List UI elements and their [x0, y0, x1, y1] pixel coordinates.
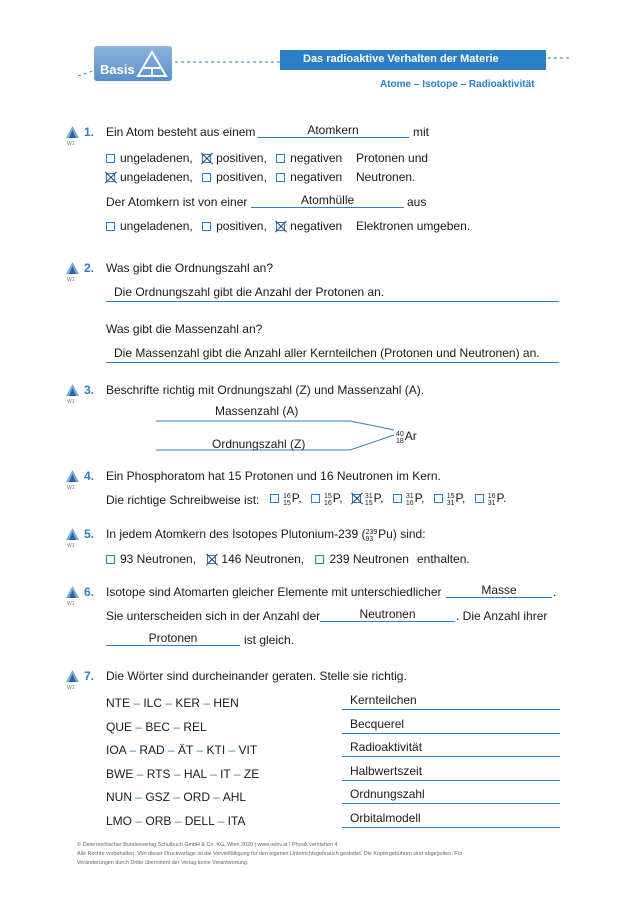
q7-scrambled-word — [106, 790, 246, 804]
basis-triangle-icon — [136, 50, 168, 78]
q1-row3: ungeladenen, positiven, negativen — [106, 219, 342, 233]
q7-syllable: RTS — [146, 766, 171, 781]
level-triangle-icon — [66, 670, 79, 682]
q2-question-a: Was gibt die Ordnungszahl an? — [106, 261, 273, 275]
q6-fill-neutronen: Neutronen — [320, 607, 455, 622]
q7-syllable: HEN — [213, 696, 239, 710]
checkbox-ungeladen[interactable] — [106, 222, 115, 231]
header-title-banner — [280, 50, 546, 70]
q1-row1: ungeladenen, positiven, negativen — [106, 151, 342, 165]
q7-syllable: BEC — [145, 719, 171, 734]
q7-dash: – — [132, 790, 146, 805]
q7-syllable: HAL — [183, 766, 207, 781]
q1-row3-tail: Elektronen umgeben. — [356, 219, 471, 233]
level-label: W1 — [67, 485, 75, 491]
checkbox-option-4[interactable] — [393, 494, 402, 503]
q7-dash: – — [126, 743, 140, 758]
q3-question: Beschrifte richtig mit Ordnungszahl (Z) und Massenzahl (A). — [106, 383, 425, 397]
q7-dash: – — [132, 719, 146, 734]
q3-number: 3. — [84, 383, 95, 397]
q7-syllable: KER — [175, 696, 201, 710]
q7-scrambled-word — [106, 720, 207, 734]
q2-answer-b: Die Massenzahl gibt die Anzahl aller Kernteilchen (Protonen und Neutronen) an. — [106, 346, 559, 363]
q5-tail: enthalten. — [417, 552, 470, 566]
checkbox-positiv[interactable] — [202, 222, 211, 231]
q6-sentence2-post: . Die Anzahl ihrer — [456, 609, 548, 623]
level-triangle-icon — [66, 262, 79, 274]
page-subtitle: Atome – Isotope – Radioaktivität — [380, 79, 535, 90]
level-triangle-icon — [66, 384, 79, 396]
q7-dash: – — [162, 696, 176, 710]
q1-fill-atomkern: Atomkern — [257, 123, 409, 138]
q7-syllable: ITA — [227, 814, 246, 828]
q1-row1-tail: Protonen und — [356, 151, 429, 165]
level-triangle-icon — [66, 470, 79, 482]
q7-dash: – — [170, 719, 184, 734]
checkbox-negativ[interactable] — [276, 173, 285, 182]
level-label: W1 — [67, 685, 75, 691]
q7-syllable: VIT — [238, 743, 258, 758]
page-title: Das radioaktive Verhalten der Materie — [303, 53, 499, 65]
level-triangle-icon — [66, 528, 79, 540]
checkbox-negativ[interactable] — [276, 154, 285, 163]
q7-syllable: QUE — [106, 719, 133, 734]
q7-answer: Ordnungszahl — [342, 787, 560, 804]
q7-syllable: ORD — [183, 790, 211, 805]
q7-number: 7. — [84, 669, 95, 683]
q7-scrambled-word — [106, 743, 257, 757]
q4-question: Ein Phosphoratom hat 15 Protonen und 16 Neutronen im Kern. — [106, 469, 441, 483]
q5-number: 5. — [84, 527, 95, 541]
footer-rights: Alle Rechte vorbehalten. Von dieser Druckvorlage ist die Vervielfältigung für den eigenen Unterrichtsgebrauch gestattet. Die Kopiergebühren sind abgegolten. Für — [77, 851, 463, 857]
checkbox-option-5[interactable] — [434, 494, 443, 503]
q7-scrambled-word — [106, 767, 259, 781]
q7-syllable: GSZ — [145, 790, 171, 805]
q2-question-b: Was gibt die Massenzahl an? — [106, 322, 263, 336]
checkbox-positiv[interactable] — [202, 173, 211, 182]
q7-answer: Becquerel — [342, 717, 560, 734]
q4-number: 4. — [84, 469, 95, 483]
q7-question: Die Wörter sind durcheinander geraten. Stelle sie richtig. — [106, 669, 407, 683]
basis-badge-label: Basis — [100, 62, 135, 77]
q7-syllable: KTI — [206, 743, 226, 758]
q7-dash: – — [206, 766, 221, 781]
q1-number: 1. — [84, 125, 95, 139]
q7-syllable: ZE — [243, 766, 260, 781]
q7-syllable: ÄT — [178, 743, 194, 758]
q7-dash: – — [130, 696, 144, 710]
q6-sentence2: Sie unterscheiden sich in der Anzahl der — [106, 609, 321, 623]
q7-syllable: RAD — [139, 743, 165, 758]
q7-syllable: NTE — [106, 696, 130, 710]
q1-sentence1-pre: Ein Atom besteht aus einem — [106, 125, 256, 139]
q1-fill-atomhuelle: Atomhülle — [251, 193, 404, 208]
q7-syllable: LMO — [106, 814, 133, 828]
q7-syllable: ILC — [143, 696, 163, 710]
q7-dash: – — [170, 790, 184, 805]
checkbox-ungeladen[interactable] — [106, 154, 115, 163]
q7-syllable: DELL — [184, 814, 215, 828]
q7-syllable: ORB — [145, 814, 172, 828]
level-label: W1 — [67, 543, 75, 549]
q1-sentence1-post: mit — [413, 125, 429, 139]
q7-syllable: IT — [220, 766, 231, 781]
q7-dash: – — [210, 790, 223, 805]
q6-number: 6. — [84, 585, 95, 599]
q4-options: 16 15 P, 15 16 P, 31 15 P, 31 16 P, 15 31 P, 16 31 P. — [270, 491, 506, 507]
q7-dash: – — [133, 766, 147, 781]
level-label: W1 — [67, 399, 75, 405]
q6-sentence3-post: ist gleich. — [244, 633, 295, 647]
q7-dash: – — [132, 814, 146, 828]
q5-options: 93 Neutronen, 146 Neutronen, 239 Neutronen — [106, 552, 409, 566]
q7-answer: Kernteilchen — [342, 693, 560, 710]
footer-disclaimer: Veränderungen durch Dritte übernimmt der Verlag keine Verantwortung. — [77, 860, 249, 866]
q6-sentence1: Isotope sind Atomarten gleicher Elemente mit unterschiedlicher — [106, 585, 442, 599]
level-label: W1 — [67, 601, 75, 607]
q6-sentence1-end: . — [553, 585, 557, 599]
q7-dash: – — [171, 814, 185, 828]
q7-dash: – — [200, 696, 214, 710]
level-triangle-icon — [66, 586, 79, 598]
q7-scrambled-word — [106, 696, 239, 710]
q1-sentence2-post: aus — [407, 195, 427, 209]
checkbox-239-neutronen[interactable] — [315, 555, 324, 564]
q7-answer: Radioaktivität — [342, 740, 560, 757]
checkbox-93-neutronen[interactable] — [106, 555, 115, 564]
checkbox-146-neutronen-checked[interactable] — [207, 555, 216, 564]
q1-row2-tail: Neutronen. — [356, 170, 416, 184]
q1-sentence2-pre: Der Atomkern ist von einer — [106, 195, 248, 209]
level-triangle-icon — [66, 126, 79, 138]
q3-label-ordnungszahl: Ordnungszahl (Z) — [212, 437, 306, 451]
q7-syllable: BWE — [106, 766, 134, 781]
q7-answer: Orbitalmodell — [342, 811, 560, 828]
level-label: W1 — [67, 141, 75, 147]
checkbox-option-6[interactable] — [475, 494, 484, 503]
q7-dash: – — [225, 743, 239, 758]
q7-syllable: REL — [183, 719, 207, 734]
q2-answer-a: Die Ordnungszahl gibt die Anzahl der Protonen an. — [106, 285, 559, 302]
q7-dash: – — [164, 743, 179, 758]
q4-prompt: Die richtige Schreibweise ist: — [106, 493, 260, 507]
footer-copyright: © Österreichischer Bundesverlag Schulbuch GmbH & Co. KG, Wien 2020 | www.oebv.at | Physik verstehen 4 — [77, 842, 338, 848]
q6-fill-protonen: Protonen — [106, 631, 240, 646]
q2-number: 2. — [84, 261, 95, 275]
q7-syllable: AHL — [222, 790, 247, 805]
q7-dash: – — [214, 814, 228, 828]
q7-dash: – — [193, 743, 207, 758]
q7-dash: – — [230, 766, 244, 781]
checkbox-option-3-checked[interactable] — [352, 494, 361, 503]
checkbox-option-1[interactable] — [270, 494, 279, 503]
q3-isotope-argon: 40 18 Ar — [396, 429, 417, 445]
q7-syllable: NUN — [106, 790, 132, 805]
q6-fill-masse: Masse — [446, 583, 552, 598]
q7-answer: Halbwertszeit — [342, 764, 560, 781]
q7-scrambled-word — [106, 814, 245, 828]
checkbox-negativ-checked[interactable] — [276, 222, 285, 231]
basis-badge — [94, 46, 172, 81]
q1-row2: ungeladenen, positiven, negativen — [106, 170, 342, 184]
q5-question: In jedem Atomkern des Isotopes Plutonium-239 ( 239 93 Pu) sind: — [106, 527, 426, 543]
level-label: W1 — [67, 277, 75, 283]
checkbox-ungeladen-checked[interactable] — [106, 173, 115, 182]
q7-dash: – — [170, 766, 184, 781]
q3-label-massenzahl: Massenzahl (A) — [215, 404, 299, 418]
q7-syllable: IOA — [106, 743, 127, 758]
checkbox-positiv-checked[interactable] — [202, 154, 211, 163]
checkbox-option-2[interactable] — [311, 494, 320, 503]
